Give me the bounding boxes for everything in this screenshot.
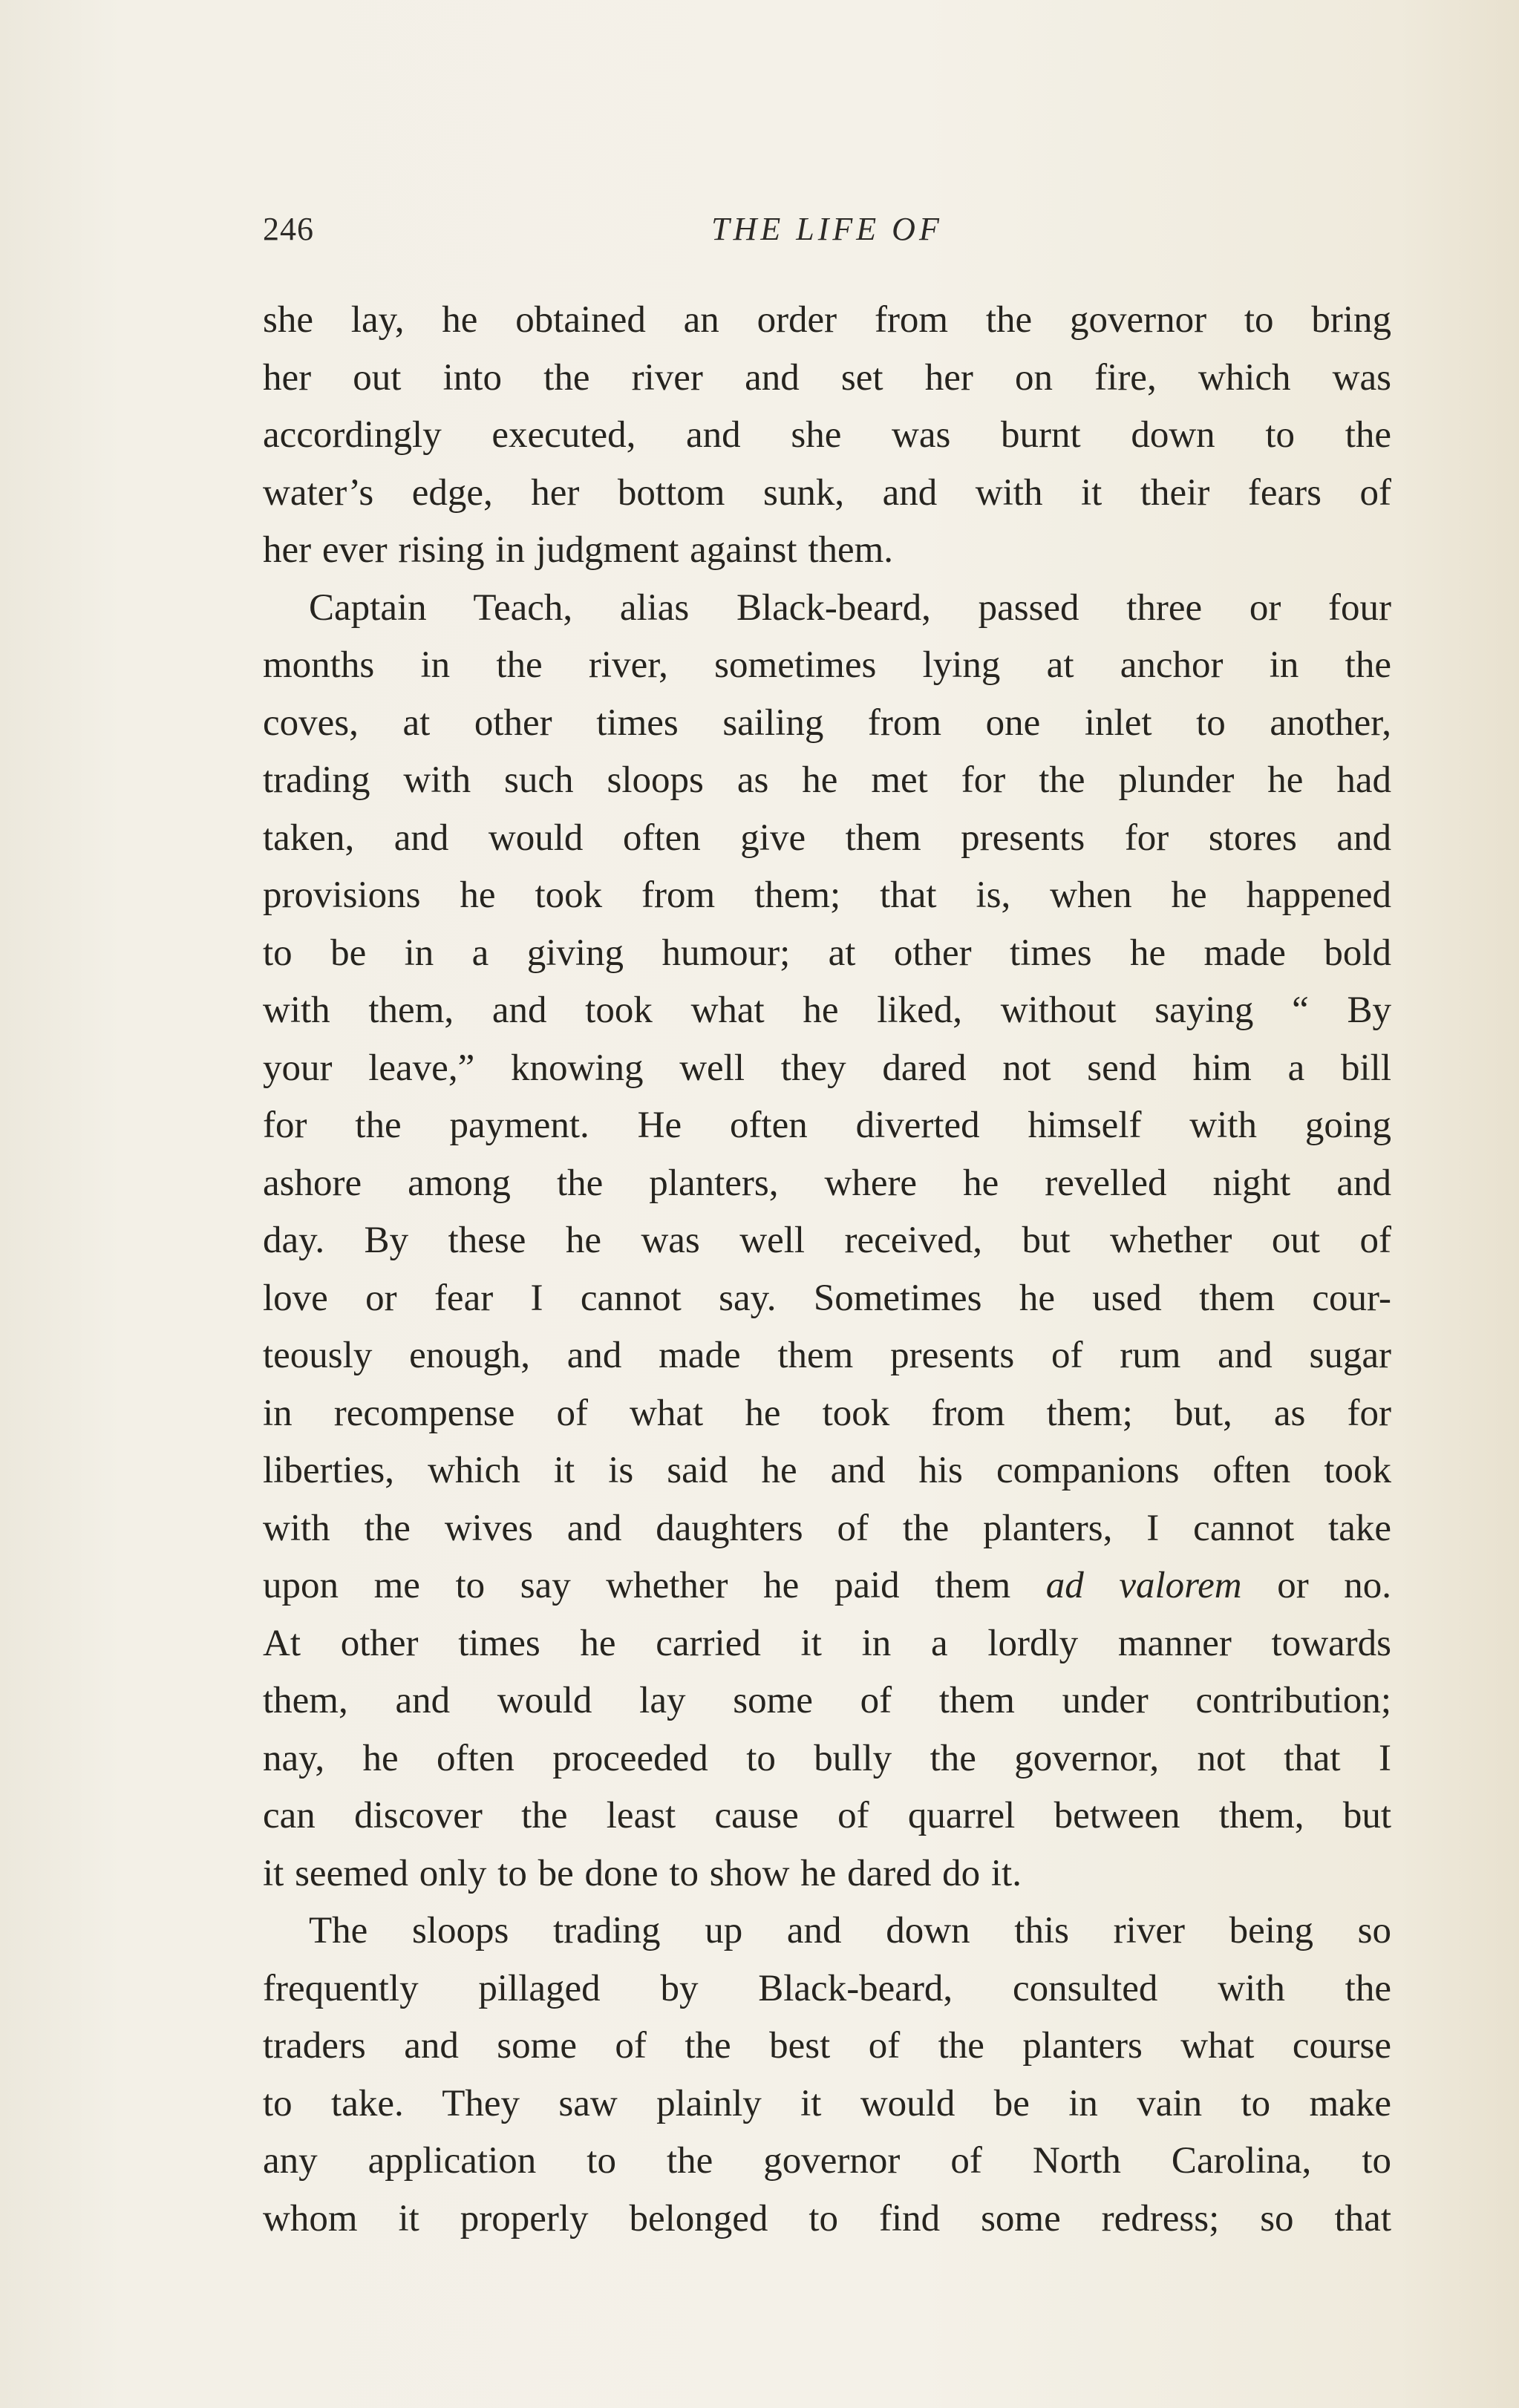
latin-phrase: ad valorem — [1045, 1565, 1242, 1606]
text-line: her ever rising in judgment against them. — [263, 529, 894, 571]
text-line: to be in a giving humour; at other times he made bold — [263, 932, 1391, 974]
text-line: months in the river, sometimes lying at anchor in the — [263, 644, 1391, 686]
text-line — [263, 1557, 1391, 1615]
text-line: it seemed only to be done to show he dared do it. — [263, 1852, 1022, 1894]
text-line: coves, at other times sailing from one inlet to another, — [263, 701, 1391, 744]
page-header — [263, 210, 1391, 262]
text-line: provisions he took from them; that is, when he happened — [263, 874, 1391, 916]
text-line: any application to the governor of North Carolina, to — [263, 2140, 1391, 2182]
text-line: to take. They saw plainly it would be in vain to make — [263, 2082, 1391, 2124]
text-line: taken, and would often give them presents for stores and — [263, 817, 1391, 859]
body-text — [263, 292, 1391, 2248]
text-line: love or fear I cannot say. Sometimes he used them cour- — [263, 1277, 1391, 1319]
text-line: ashore among the planters, where he revelled night and — [263, 1162, 1391, 1204]
text-line: teously enough, and made them presents of rum and sugar — [263, 1335, 1391, 1376]
text-line: she lay, he obtained an order from the governor to bring — [263, 299, 1391, 341]
text-line: with the wives and daughters of the planters, I cannot take — [263, 1507, 1391, 1549]
text-line: liberties, which it is said he and his companions often took — [263, 1450, 1391, 1491]
running-title: THE LIFE OF — [711, 211, 943, 247]
text-line: whom it properly belonged to find some redress; so that — [263, 2197, 1391, 2239]
text-line: traders and some of the best of the planters what course — [263, 2025, 1391, 2067]
text-line: The sloops trading up and down this river being so — [309, 1910, 1391, 1951]
text-line: in recompense of what he took from them; but, as for — [263, 1392, 1391, 1434]
text-line: nay, he often proceeded to bully the governor, not that I — [263, 1737, 1391, 1779]
text-segment: upon me to say whether he paid them — [263, 1565, 1011, 1606]
text-line: can discover the least cause of quarrel between them, but — [263, 1795, 1391, 1836]
text-line: accordingly executed, and she was burnt down to the — [263, 414, 1391, 456]
text-line: At other times he carried it in a lordly manner towards — [263, 1622, 1391, 1664]
text-line: with them, and took what he liked, without saying “ By — [263, 989, 1391, 1031]
text-line: trading with such sloops as he met for the plunder he had — [263, 759, 1391, 801]
text-line: frequently pillaged by Black-beard, consulted with the — [263, 1967, 1391, 2009]
text-line: for the payment. He often diverted himself with going — [263, 1105, 1391, 1146]
text-segment: or no. — [1277, 1565, 1392, 1606]
page-number: 246 — [263, 211, 314, 247]
text-line: Captain Teach, alias Black-beard, passed three or four — [309, 586, 1391, 629]
text-line: your leave,” knowing well they dared not send him a bill — [263, 1047, 1391, 1089]
text-line: her out into the river and set her on fire, which was — [263, 356, 1391, 399]
text-line: water’s edge, her bottom sunk, and with it their fears of — [263, 471, 1391, 514]
text-line: them, and would lay some of them under contribution; — [263, 1680, 1391, 1721]
text-line: day. By these he was well received, but whether out of — [263, 1220, 1391, 1261]
